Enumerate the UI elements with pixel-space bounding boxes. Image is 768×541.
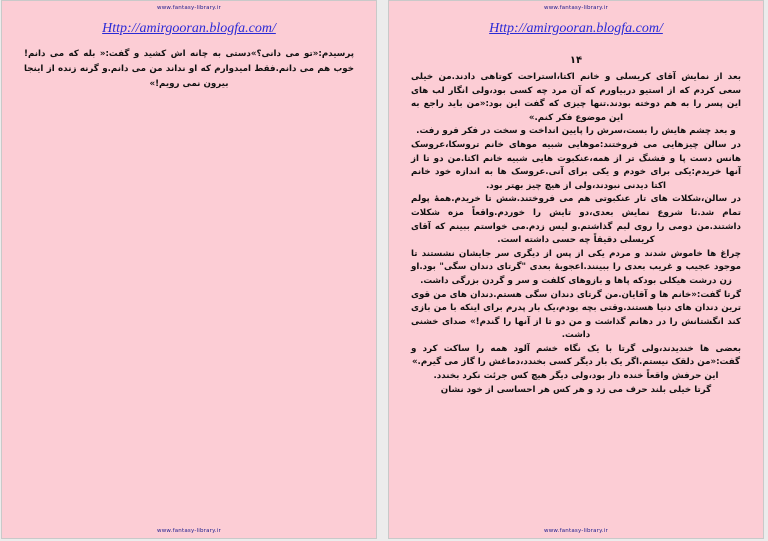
paragraph: در سالن چیزهایی می فروختند:موهایی شبیه موهای خانم تروسکا،عروسک هانس دست پا و فشنگ تر از همه،عنکبوت هایی شبیه خانم اکتا.من دو تا از آنها خریدم:یکی برای خودم و یکی برای آنی.عروسک ها به اندازه خود خانم اکتا دیدنی نبودند،ولی از هیچ چیز بهتر بود. [411,139,741,191]
site-footer: www.fantasy-library.ir [544,528,608,534]
left-page [1,0,377,539]
site-footer: www.fantasy-library.ir [157,528,221,534]
paragraph: گرتا خیلی بلند حرف می زد و هر کس هر احساسی از خود نشان [440,384,712,395]
paragraph: بعد از نمایش آقای کریسلی و خانم اکتا،استراحت کوتاهی دادند.من خیلی سعی کردم که از استیو دربیاورم که آن مرد چه کسی بود،ولی انگار لب های این پسر را به هم دوخته بودند.تنها چیزی که گفت این بود:«من باید راجع به این موضوع فکر کنم.» [411,72,741,123]
chapter-number: ۱۴ [569,55,583,66]
blog-link[interactable]: Http://amirgooran.blogfa.com/ [102,21,276,36]
blog-link[interactable]: Http://amirgooran.blogfa.com/ [489,21,663,36]
paragraph: گرتا گفت:«خانم ها و آقایان.من گرتای دندان سگی هستم.دندان های من قوی ترین دندان های دنیا هستند.وقتی بچه بودم،یک بار پدرم برای اینکه با من بازی کند انگشتانش را در دهانم گذاشت و من دو تا از آنها را گندم!» صدای خشنی داشت. [411,289,741,341]
body-text [24,47,354,92]
paragraph: و بعد چشم هایش را بست،سرش را پایین انداخت و سخت در فکر فرو رفت. [416,126,736,137]
paragraph: در سالن،شکلات های تار عنکبوتی هم می فروختند.شش تا خریدم.همهٔ پولم تمام شد.تا شروع نمایش بعدی،دو تایش را خوردم.واقعاً مزه شکلات داشتند.من دومی را روی لبم گذاشتم.و لیس زدم.می خواستم ببینم که آقای کریسلی دقیقاً چه حسی داشته است. [411,194,741,246]
paragraph: پرسیدم:«تو می دانی؟»دستی به چانه اش کشید و گفت:« بله که می دانم!خوب هم می دانم.فقط امیدوارم که او نداند من می دانم.و گرنه زنده از اینجا بیرون نمی رویم!» [24,49,354,89]
paragraph: بعضی ها خندیدند،ولی گرتا با یک نگاه خشم آلود همه را ساکت کرد و گفت:«من دلقک نیستم.اگر یک بار دیگر کسی بخندد،دماغش را گاز می گیرم.» [411,343,741,368]
body-text [411,71,741,397]
paragraph: چراغ ها خاموش شدند و مردم یکی از پس از دیگری سر جایشان نشستند تا موجود عجیب و غریب بعدی را ببینند.اعجوبهٔ بعدی "گرتای دندان سگی" بود.او زن درشت هیکلی بودکه پاها و بازوهای کلفت و سر و گردن بزرگی داشت. [411,248,741,286]
paragraph: این حرفش واقعاً خنده دار بود،ولی دیگر هیچ کس جرئت نکرد بخندد. [433,371,719,382]
site-header: www.fantasy-library.ir [544,5,608,11]
right-page [388,0,764,539]
site-header: www.fantasy-library.ir [157,5,221,11]
